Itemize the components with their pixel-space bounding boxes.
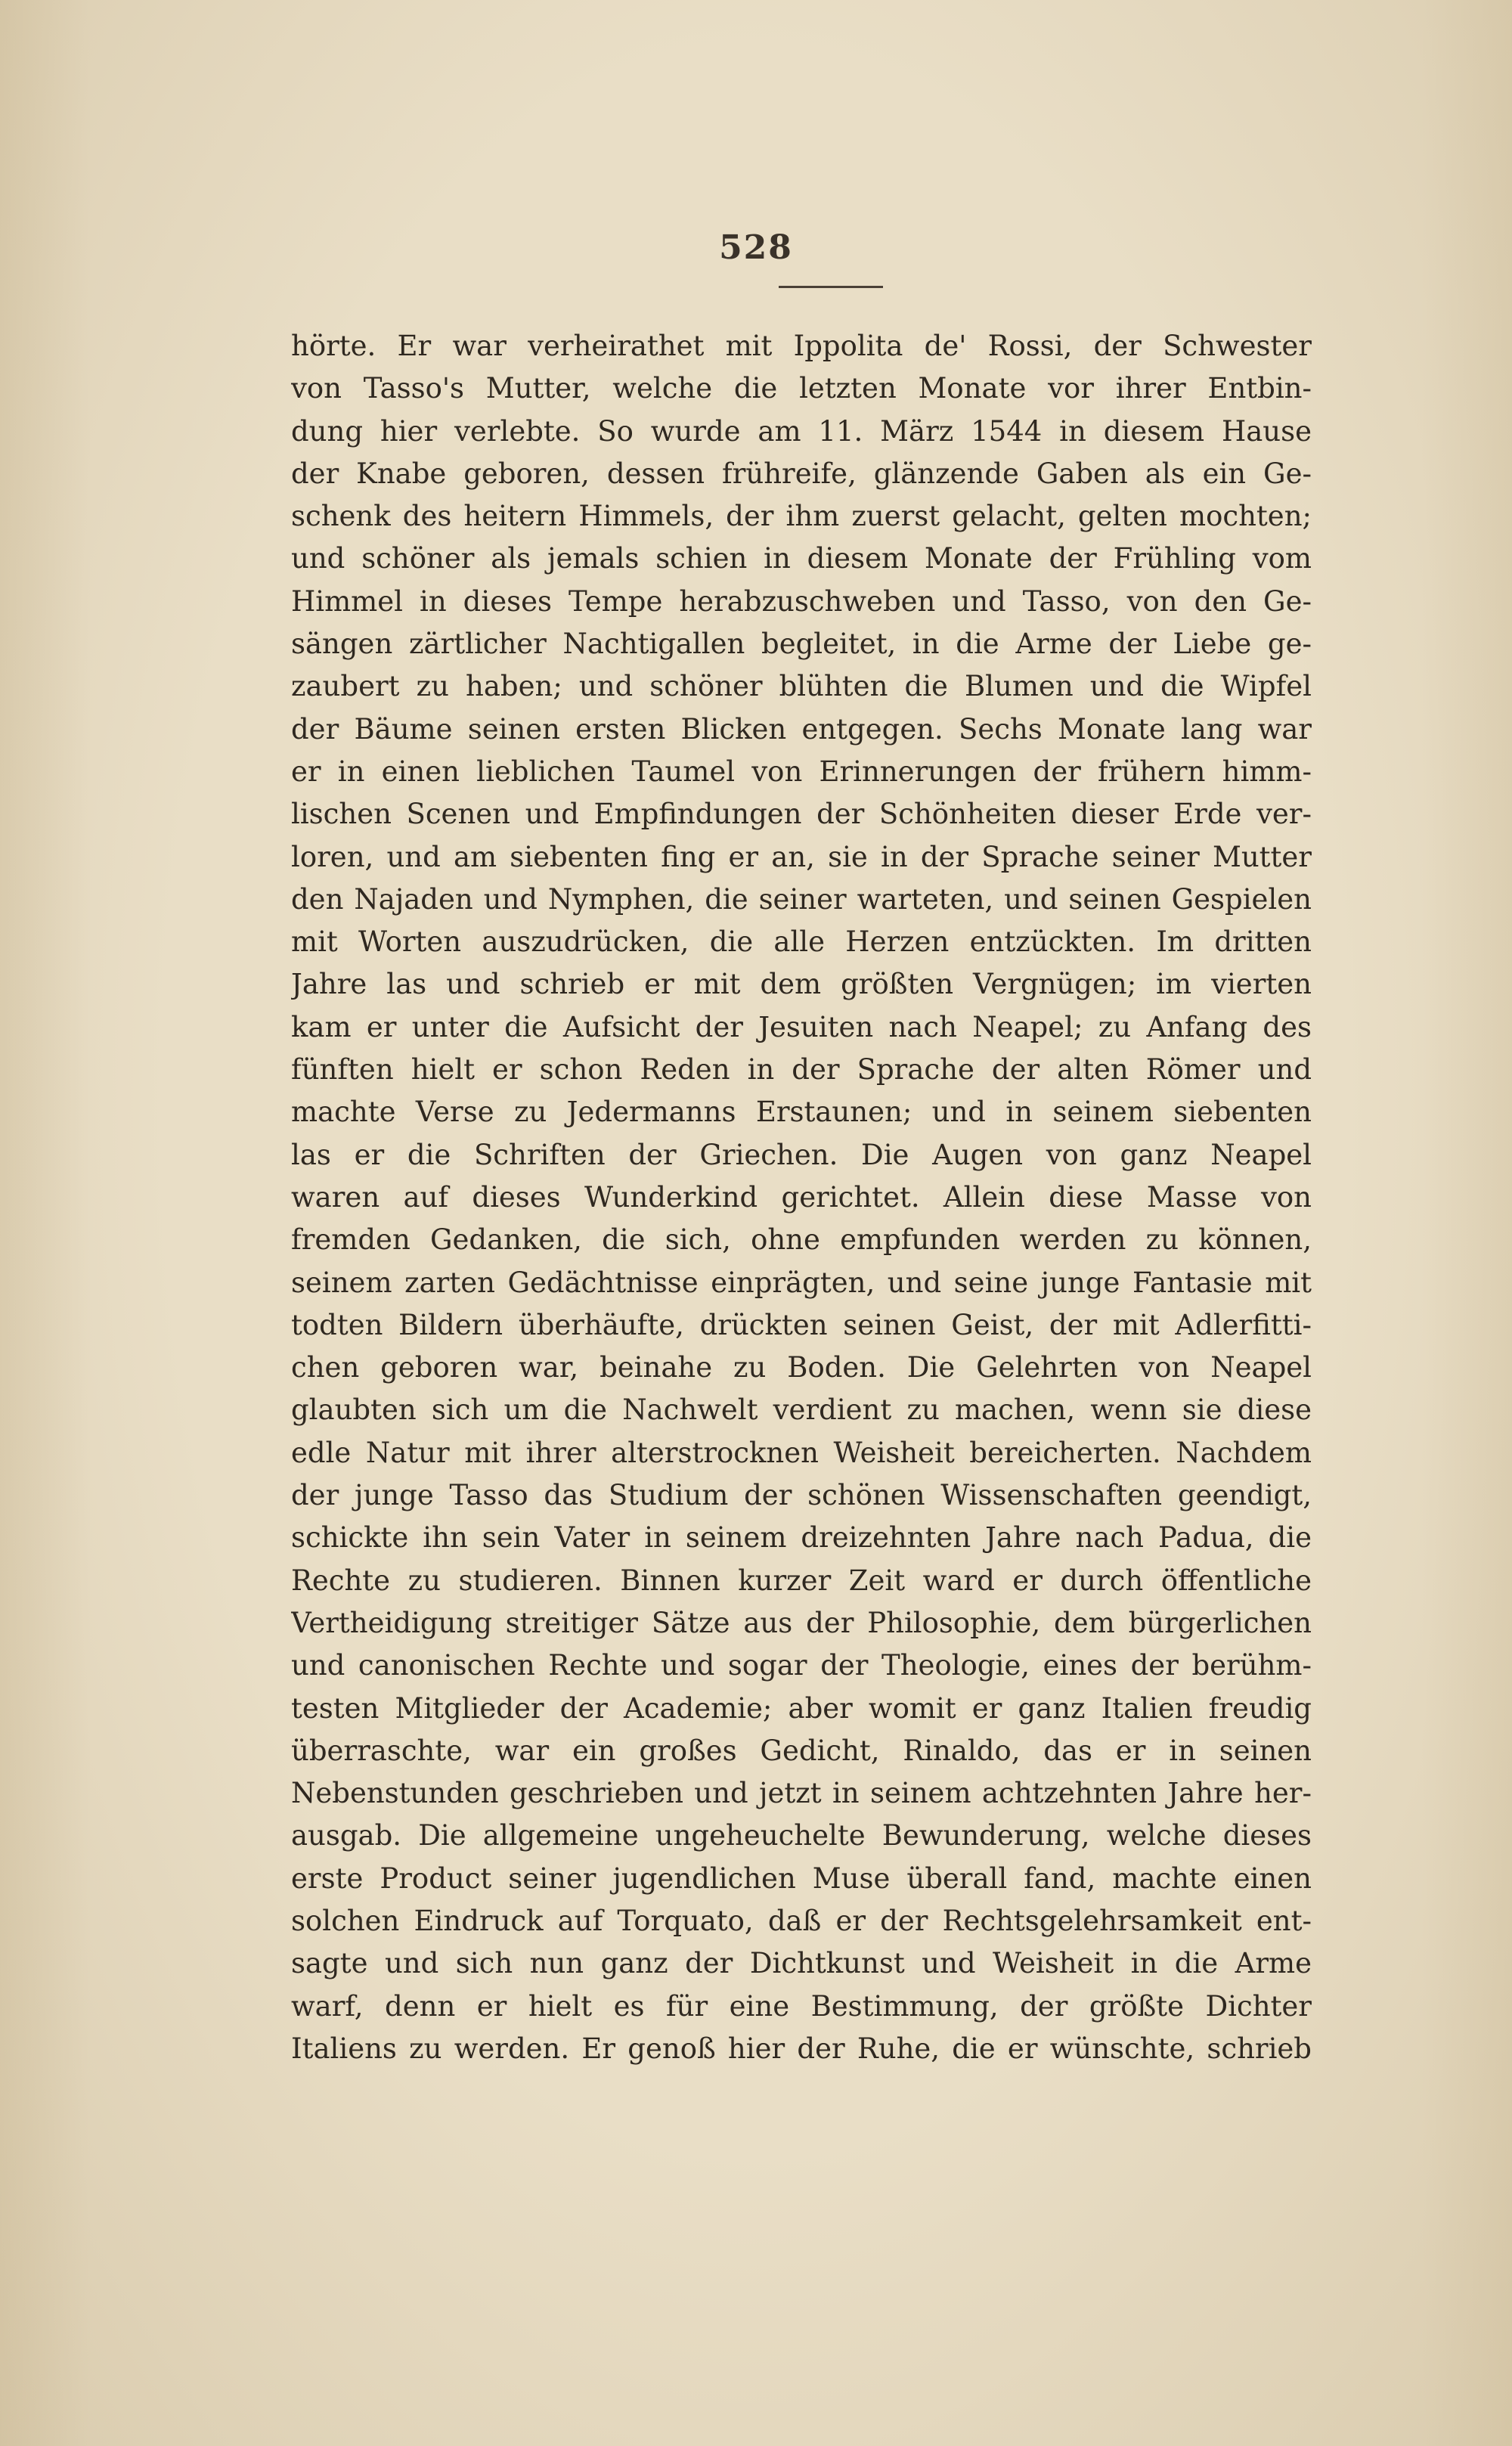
text-line: glaubten sich um die Nachwelt verdient zu machen, wenn sie diese <box>291 1394 1312 1427</box>
page-number: 528 <box>719 228 793 267</box>
text-line: hörte. Er war verheirathet mit Ippolita de' Rossi, der Schwester <box>291 330 1312 362</box>
text-line: schenk des heitern Himmels, der ihm zuerst gelacht, gelten mochten; <box>291 500 1312 533</box>
text-line: den Najaden und Nymphen, die seiner warteten, und seinen Gespielen <box>291 882 1312 916</box>
text-line: und schöner als jemals schien in diesem Monate der Frühling vom <box>291 542 1312 575</box>
text-line: Nebenstunden geschrieben und jetzt in seinem achtzehnten Jahre her- <box>291 1777 1312 1810</box>
text-line: zaubert zu haben; und schöner blühten die Blumen und die Wipfel <box>291 670 1312 703</box>
text-line: Rechte zu studieren. Binnen kurzer Zeit ward er durch öffentliche <box>291 1564 1312 1597</box>
text-line: und canonischen Rechte und sogar der Theologie, eines der berühm- <box>291 1649 1312 1682</box>
text-line: ausgab. Die allgemeine ungeheuchelte Bewunderung, welche dieses <box>291 1819 1312 1852</box>
text-line: der Knabe geboren, dessen frühreife, glänzende Gaben als ein Ge- <box>291 457 1312 490</box>
text-line: fremden Gedanken, die sich, ohne empfunden werden zu können, <box>291 1223 1312 1257</box>
text-line: von Tasso's Mutter, welche die letzten Monate vor ihrer Entbin- <box>291 372 1312 405</box>
text-line: machte Verse zu Jedermanns Erstaunen; und in seinem siebenten <box>291 1096 1312 1129</box>
text-line: der Bäume seinen ersten Blicken entgegen. Sechs Monate lang war <box>291 712 1312 746</box>
text-line: edle Natur mit ihrer alterstrocknen Weisheit bereicherten. Nachdem <box>291 1436 1312 1469</box>
text-line: Jahre las und schrieb er mit dem größten Vergnügen; im vierten <box>291 968 1312 1001</box>
text-line: fünften hielt er schon Reden in der Sprache der alten Römer und <box>291 1053 1312 1087</box>
text-line: er in einen lieblichen Taumel von Erinnerungen der frühern himm- <box>291 755 1312 788</box>
body-text <box>291 325 1312 2070</box>
text-line: Himmel in dieses Tempe herabzuschweben und Tasso, von den Ge- <box>291 584 1312 618</box>
text-line: loren, und am siebenten fing er an, sie in der Sprache seiner Mutter <box>291 840 1312 873</box>
text-line: überraschte, war ein großes Gedicht, Rinaldo, das er in seinen <box>291 1734 1312 1767</box>
text-line: kam er unter die Aufsicht der Jesuiten nach Neapel; zu Anfang des <box>291 1010 1312 1043</box>
text-line: mit Worten auszudrücken, die alle Herzen entzückten. Im dritten <box>291 925 1312 959</box>
text-line: sagte und sich nun ganz der Dichtkunst und Weisheit in die Arme <box>291 1947 1312 1980</box>
text-line: lischen Scenen und Empfindungen der Schönheiten dieser Erde ver- <box>291 798 1312 831</box>
text-line: sängen zärtlicher Nachtigallen begleitet, in die Arme der Liebe ge- <box>291 628 1312 661</box>
text-line: waren auf dieses Wunderkind gerichtet. Allein diese Masse von <box>291 1180 1312 1214</box>
text-line: der junge Tasso das Studium der schönen Wissenschaften geendigt, <box>291 1479 1312 1512</box>
text-line: todten Bildern überhäufte, drückten seinen Geist, der mit Adlerfitti- <box>291 1308 1312 1341</box>
header-rule <box>779 286 883 288</box>
text-line: schickte ihn sein Vater in seinem dreizehnten Jahre nach Padua, die <box>291 1521 1312 1555</box>
text-line: seinem zarten Gedächtnisse einprägten, und seine junge Fantasie mit <box>291 1266 1312 1299</box>
text-line: Italiens zu werden. Er genoß hier der Ruhe, die er wünschte, schrieb <box>291 2032 1312 2065</box>
text-line: las er die Schriften der Griechen. Die Augen von ganz Neapel <box>291 1138 1312 1171</box>
text-line: chen geboren war, beinahe zu Boden. Die Gelehrten von Neapel <box>291 1351 1312 1384</box>
text-line: erste Product seiner jugendlichen Muse überall fand, machte einen <box>291 1862 1312 1895</box>
text-line: solchen Eindruck auf Torquato, daß er der Rechtsgelehrsamkeit ent- <box>291 1904 1312 1937</box>
text-line: Vertheidigung streitiger Sätze aus der Philosophie, dem bürgerlichen <box>291 1606 1312 1639</box>
text-line: testen Mitglieder der Academie; aber womit er ganz Italien freudig <box>291 1691 1312 1725</box>
text-line: dung hier verlebte. So wurde am 11. März 1544 in diesem Hause <box>291 414 1312 448</box>
text-line: warf, denn er hielt es für eine Bestimmung, der größte Dichter <box>291 1989 1312 2023</box>
